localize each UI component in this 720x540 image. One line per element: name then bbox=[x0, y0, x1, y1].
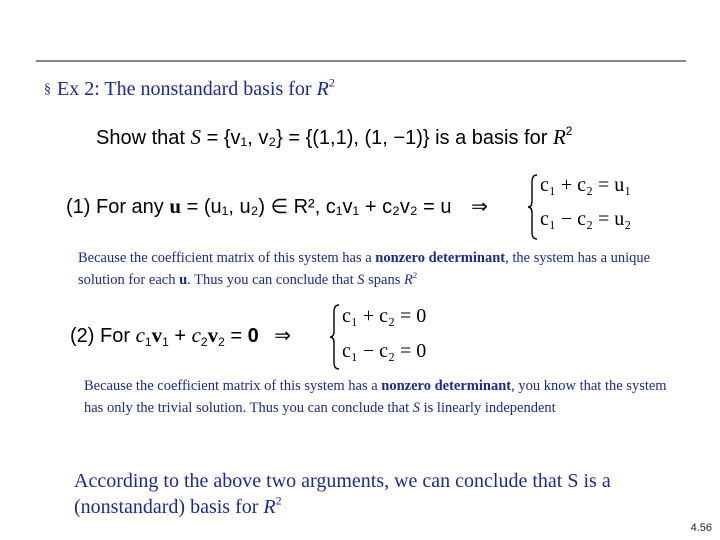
part2-line: (2) For $c_1v_1 + c_2v_2 = 0$ ⇒ bbox=[70, 323, 292, 350]
part1-implies: ⇒ bbox=[471, 196, 488, 218]
part2-note bbox=[84, 375, 684, 419]
part2-note-a: Because the coefficient matrix of this system has a bbox=[84, 378, 382, 394]
part1-note-c: . Thus you can conclude that bbox=[187, 272, 358, 288]
title-rule bbox=[36, 60, 686, 62]
part1-line bbox=[66, 194, 488, 219]
conclusion bbox=[74, 468, 694, 520]
show-set-name: S bbox=[190, 125, 202, 149]
part1-note-a: Because the coefficient matrix of this system has a bbox=[78, 250, 376, 266]
show-space-symbol: R bbox=[552, 125, 566, 149]
part2-eq2: c₁ − c₂ = 0 bbox=[342, 340, 427, 362]
page-number: 4.56 bbox=[690, 522, 712, 534]
part2-label: (2) For bbox=[70, 325, 130, 347]
heading-space-symbol: R bbox=[316, 78, 329, 100]
part1-note-bold: nonzero determinant bbox=[375, 250, 506, 266]
show-line bbox=[96, 125, 572, 150]
conclusion-text: According to the above two arguments, we can conclude that S is a (nonstandard) basis for bbox=[74, 470, 611, 518]
part2-implies: ⇒ bbox=[274, 325, 292, 347]
part2-note-c: is linearly independent bbox=[420, 400, 556, 416]
part1-eq2: c₁ − c₂ = u₂ bbox=[540, 208, 632, 230]
part1-brace bbox=[528, 174, 538, 240]
part1-note-d: spans bbox=[364, 272, 404, 288]
part2-note-bold: nonzero determinant bbox=[381, 378, 512, 394]
conclusion-r: R bbox=[263, 496, 276, 518]
part1-note-s: S bbox=[357, 272, 365, 288]
slide-heading bbox=[44, 75, 335, 101]
show-prefix: Show that bbox=[96, 127, 191, 149]
show-space-exp: 2 bbox=[565, 124, 573, 138]
part1-note-r: R bbox=[403, 272, 413, 288]
heading-space-exp: 2 bbox=[328, 75, 335, 90]
part2-brace bbox=[330, 304, 340, 370]
part1-eq1: c₁ + c₂ = u₁ bbox=[540, 174, 632, 196]
part1-u: u bbox=[169, 194, 182, 218]
heading-text: Ex 2: The nonstandard basis for bbox=[57, 78, 317, 100]
part1-u-def: = (u₁, u₂) ∈ R², c₁v₁ + c₂v₂ = u bbox=[186, 196, 452, 218]
conclusion-exp: 2 bbox=[275, 493, 282, 508]
part1-label: (1) For any bbox=[66, 196, 164, 218]
part1-note-exp: 2 bbox=[412, 269, 418, 280]
bullet-icon: § bbox=[44, 82, 51, 97]
part2-note-s: S bbox=[412, 400, 420, 416]
show-suffix: is a basis for bbox=[429, 127, 553, 149]
part2-eq1: c₁ + c₂ = 0 bbox=[342, 305, 427, 327]
part1-note bbox=[78, 247, 668, 291]
part1-note-b: , the system has a unique solution for each bbox=[78, 250, 651, 288]
part2-note-b: , you know that the system has only the trivial solution. Thus you can conclude that bbox=[84, 378, 667, 416]
show-set-def: = {v₁, v₂} = {(1,1), (1, −1)} bbox=[206, 127, 430, 149]
part1-note-u: u bbox=[179, 272, 188, 288]
